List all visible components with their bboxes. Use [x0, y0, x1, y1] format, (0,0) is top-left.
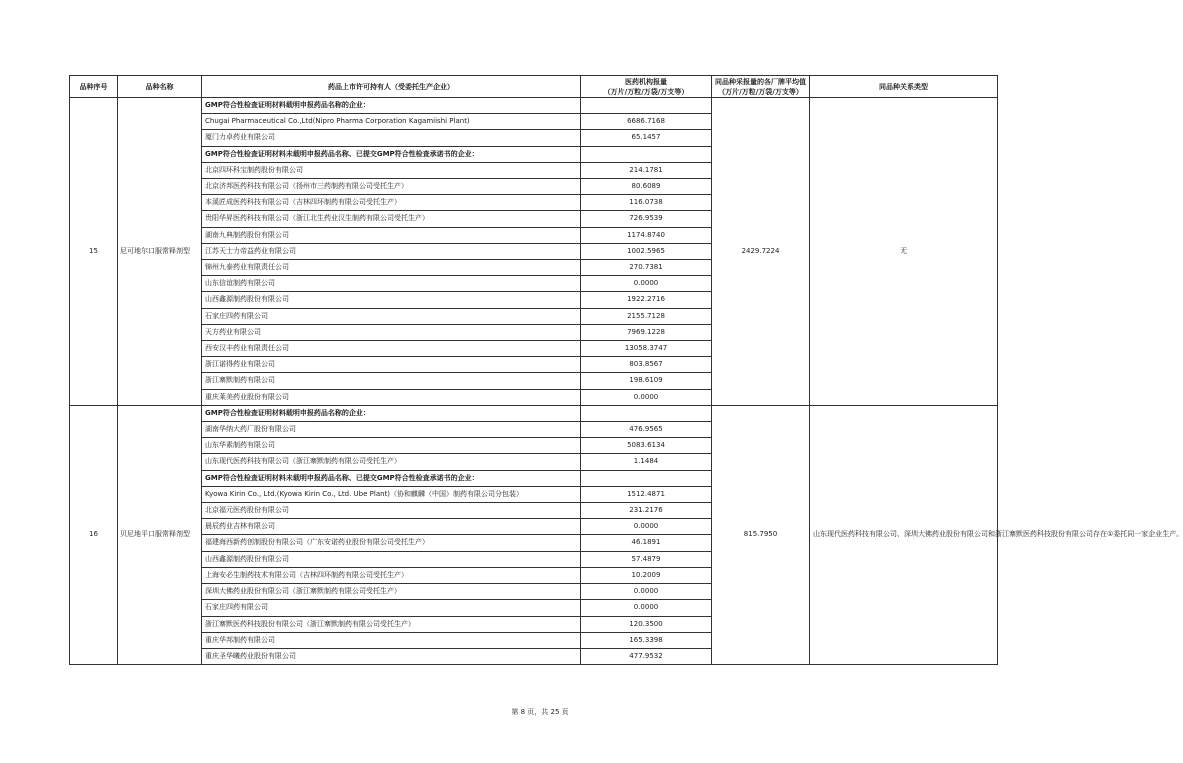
average-quantity-cell: 2429.7224: [712, 98, 810, 406]
holder-cell: 湖南九典制药股份有限公司: [202, 227, 581, 243]
quantity-cell: 477.9532: [581, 648, 712, 664]
holder-cell: Kyowa Kirin Co., Ltd.(Kyowa Kirin Co., Ltd. Ube Plant)（协和麒麟（中国）制药有限公司分包装）: [202, 486, 581, 502]
quantity-cell: 1002.5965: [581, 243, 712, 259]
quantity-cell: 65.1457: [581, 130, 712, 146]
section-title-cell: GMP符合性检查证明材料载明申报药品名称的企业：: [202, 405, 581, 421]
quantity-cell: 476.9565: [581, 422, 712, 438]
holder-cell: 本溪匠成医药科技有限公司（吉林四环制药有限公司受托生产）: [202, 195, 581, 211]
variety-name-cell: 贝尼地平口服常释剂型: [118, 405, 202, 664]
section-title-cell: GMP符合性检查证明材料未载明申报药品名称、已提交GMP符合性检查承诺书的企业：: [202, 470, 581, 486]
quantity-cell: 46.1891: [581, 535, 712, 551]
holder-cell: 西安汉丰药业有限责任公司: [202, 341, 581, 357]
quantity-cell: 116.0738: [581, 195, 712, 211]
holder-cell: 江苏天士力帝益药业有限公司: [202, 243, 581, 259]
quantity-cell: 7969.1228: [581, 324, 712, 340]
holder-cell: 浙江寨默制药有限公司: [202, 373, 581, 389]
holder-cell: 石家庄四药有限公司: [202, 308, 581, 324]
section-header-row: [70, 405, 998, 421]
section-header-row: [70, 98, 998, 114]
quantity-cell: 1512.4871: [581, 486, 712, 502]
variety-no-cell: 15: [70, 98, 118, 406]
procurement-table: [69, 75, 1183, 665]
holder-cell: 晨辰药业吉林有限公司: [202, 519, 581, 535]
quantity-cell: 5083.6134: [581, 438, 712, 454]
holder-cell: 山东华素制药有限公司: [202, 438, 581, 454]
holder-cell: 山西鑫源制药股份有限公司: [202, 292, 581, 308]
holder-cell: 湖南华纳大药厂股份有限公司: [202, 422, 581, 438]
quantity-cell: 13058.3747: [581, 341, 712, 357]
holder-cell: 山西鑫源制药股份有限公司: [202, 551, 581, 567]
quantity-cell: 80.6089: [581, 179, 712, 195]
quantity-cell: 6686.7168: [581, 114, 712, 130]
quantity-cell: 231.2176: [581, 503, 712, 519]
holder-cell: 北京济邦医药科技有限公司（扬州市三药制药有限公司受托生产）: [202, 179, 581, 195]
quantity-cell: [581, 98, 712, 114]
section-title-cell: GMP符合性检查证明材料载明申报药品名称的企业：: [202, 98, 581, 114]
holder-cell: 重庆华邦制药有限公司: [202, 632, 581, 648]
holder-cell: 福建海西新药创制股份有限公司（广东安诺药业股份有限公司受托生产）: [202, 535, 581, 551]
holder-cell: Chugai Pharmaceutical Co.,Ltd(Nipro Pharma Corporation Kagamiishi Plant): [202, 114, 581, 130]
quantity-cell: 0.0000: [581, 276, 712, 292]
holder-cell: 北京四环科宝制药股份有限公司: [202, 162, 581, 178]
section-title-cell: GMP符合性检查证明材料未载明申报药品名称、已提交GMP符合性检查承诺书的企业：: [202, 146, 581, 162]
quantity-cell: 198.6109: [581, 373, 712, 389]
holder-cell: 北京福元医药股份有限公司: [202, 503, 581, 519]
quantity-cell: [581, 146, 712, 162]
relation-type-cell: 山东现代医药科技有限公司、深圳大佛药业股份有限公司和浙江寨默医药科技股份有限公司存在①委托同一家企业生产。: [810, 405, 998, 664]
quantity-cell: 10.2009: [581, 567, 712, 583]
holder-cell: 贵阳华昇医药科技有限公司（浙江北生药业汉生制药有限公司受托生产）: [202, 211, 581, 227]
quantity-cell: 726.9539: [581, 211, 712, 227]
quantity-cell: 214.1781: [581, 162, 712, 178]
header-variety-no: 品种序号: [70, 76, 118, 98]
table-header-row: [70, 76, 998, 98]
variety-no-cell: 16: [70, 405, 118, 664]
average-quantity-cell: 815.7950: [712, 405, 810, 664]
quantity-cell: 0.0000: [581, 584, 712, 600]
holder-cell: 浙江寨默医药科技股份有限公司（浙江寨默制药有限公司受托生产）: [202, 616, 581, 632]
quantity-cell: 1.1484: [581, 454, 712, 470]
holder-cell: 浙江诺得药业有限公司: [202, 357, 581, 373]
quantity-cell: 2155.7128: [581, 308, 712, 324]
quantity-cell: 57.4879: [581, 551, 712, 567]
holder-cell: 山东信谊制药有限公司: [202, 276, 581, 292]
header-average-quantity: 同品种采报量的各厂牌平均值 （万片/万粒/万袋/万支等）: [712, 76, 810, 98]
header-relation-type: 同品种关系类型: [810, 76, 998, 98]
table-body: [70, 98, 1183, 665]
holder-cell: 上海安必生制药技术有限公司（吉林四环制药有限公司受托生产）: [202, 567, 581, 583]
holder-cell: 锦州九泰药业有限责任公司: [202, 260, 581, 276]
variety-name-cell: 尼可地尔口服常释剂型: [118, 98, 202, 406]
quantity-cell: 1174.8740: [581, 227, 712, 243]
holder-cell: 厦门力卓药业有限公司: [202, 130, 581, 146]
quantity-cell: 1922.2716: [581, 292, 712, 308]
page-footer: 第 8 页，共 25 页: [511, 708, 569, 716]
holder-cell: 山东现代医药科技有限公司（浙江寨默制药有限公司受托生产）: [202, 454, 581, 470]
header-reported-quantity: 医药机构报量 （万片/万粒/万袋/万支等）: [581, 76, 712, 98]
quantity-cell: 120.3500: [581, 616, 712, 632]
header-license-holder: 药品上市许可持有人（受委托生产企业）: [202, 76, 581, 98]
quantity-cell: [581, 405, 712, 421]
relation-type-cell: 无: [810, 98, 998, 406]
header-variety-name: 品种名称: [118, 76, 202, 98]
quantity-cell: [581, 470, 712, 486]
holder-cell: 重庆圣华曦药业股份有限公司: [202, 648, 581, 664]
quantity-cell: 803.8567: [581, 357, 712, 373]
holder-cell: 重庆莱美药业股份有限公司: [202, 389, 581, 405]
quantity-cell: 165.3398: [581, 632, 712, 648]
quantity-cell: 0.0000: [581, 519, 712, 535]
quantity-cell: 270.7381: [581, 260, 712, 276]
holder-cell: 石家庄四药有限公司: [202, 600, 581, 616]
holder-cell: 天方药业有限公司: [202, 324, 581, 340]
quantity-cell: 0.0000: [581, 389, 712, 405]
quantity-cell: 0.0000: [581, 600, 712, 616]
holder-cell: 深圳大佛药业股份有限公司（浙江寨默制药有限公司受托生产）: [202, 584, 581, 600]
